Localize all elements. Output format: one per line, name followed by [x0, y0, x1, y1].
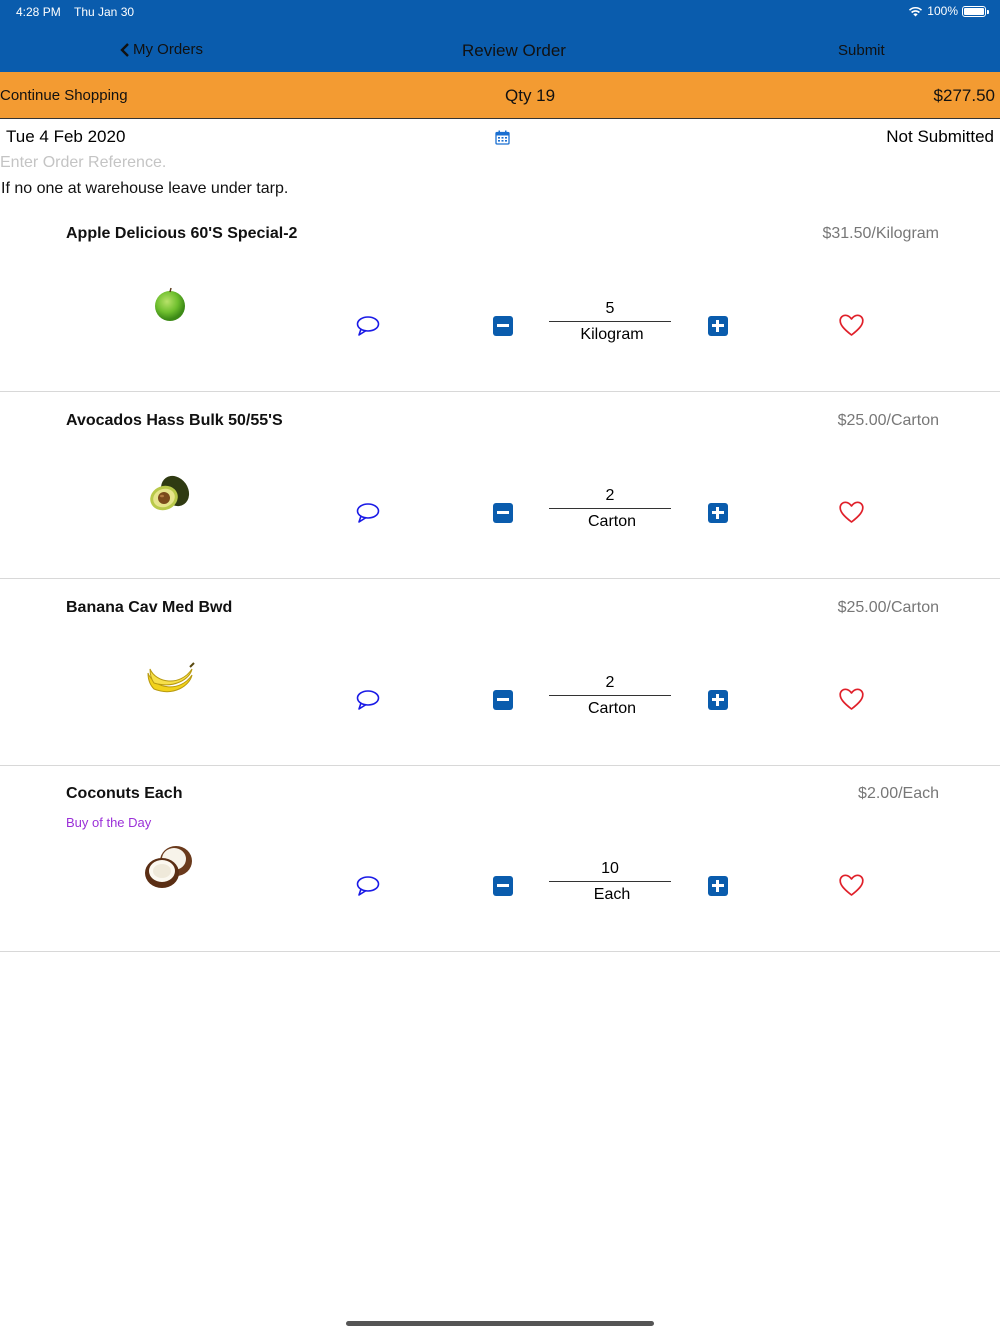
increase-qty-button[interactable] — [708, 316, 728, 336]
submit-button[interactable]: Submit — [838, 42, 885, 59]
heart-icon[interactable] — [839, 314, 864, 337]
calendar-icon[interactable] — [495, 130, 510, 145]
comment-icon[interactable] — [356, 315, 380, 337]
quantity-unit: Kilogram — [580, 326, 644, 343]
quantity-value[interactable]: 2 — [549, 674, 671, 696]
increase-qty-button[interactable] — [708, 690, 728, 710]
increase-qty-button[interactable] — [708, 503, 728, 523]
item-price: $2.00/Each — [858, 785, 939, 802]
battery-icon — [962, 6, 986, 17]
continue-shopping-button[interactable]: Continue Shopping — [0, 87, 128, 104]
green-apple-image — [140, 275, 200, 335]
delivery-note: If no one at warehouse leave under tarp. — [1, 180, 289, 197]
list-item — [0, 765, 1000, 952]
quantity-unit: Each — [593, 886, 631, 903]
item-price: $25.00/Carton — [837, 599, 939, 616]
heart-icon[interactable] — [839, 688, 864, 711]
coconut-image — [140, 835, 200, 895]
quantity-value[interactable]: 10 — [549, 860, 671, 882]
list-item — [0, 392, 1000, 579]
decrease-qty-button[interactable] — [493, 690, 513, 710]
item-name: Apple Delicious 60'S Special-2 — [66, 225, 298, 242]
delivery-date[interactable]: Tue 4 Feb 2020 — [6, 127, 126, 146]
decrease-qty-button[interactable] — [493, 316, 513, 336]
heart-icon[interactable] — [839, 874, 864, 897]
item-price: $31.50/Kilogram — [822, 225, 939, 242]
order-total: $277.50 — [933, 86, 995, 105]
comment-icon[interactable] — [356, 689, 380, 711]
order-summary-bar — [0, 72, 1000, 119]
quantity-value[interactable]: 2 — [549, 487, 671, 509]
comment-icon[interactable] — [356, 502, 380, 524]
page-title: Review Order — [462, 41, 566, 60]
battery-percent: 100% — [927, 4, 958, 18]
app-header — [0, 0, 1000, 72]
list-item — [0, 579, 1000, 766]
wifi-icon — [908, 6, 923, 17]
avocado-image — [140, 462, 200, 522]
increase-qty-button[interactable] — [708, 876, 728, 896]
quantity-value[interactable]: 5 — [549, 300, 671, 322]
banana-image — [140, 649, 200, 709]
back-label: My Orders — [133, 41, 204, 58]
status-date: Thu Jan 30 — [74, 5, 135, 19]
status-right — [908, 4, 986, 18]
heart-icon[interactable] — [839, 501, 864, 524]
list-item — [0, 205, 1000, 392]
quantity-unit: Carton — [587, 513, 637, 530]
order-status: Not Submitted — [886, 127, 994, 146]
quantity-unit: Carton — [587, 700, 637, 717]
buy-of-the-day-badge: Buy of the Day — [66, 815, 152, 830]
item-name: Banana Cav Med Bwd — [66, 599, 233, 616]
decrease-qty-button[interactable] — [493, 876, 513, 896]
item-name: Avocados Hass Bulk 50/55'S — [66, 412, 283, 429]
item-price: $25.00/Carton — [837, 412, 939, 429]
item-name: Coconuts Each — [66, 785, 183, 802]
home-indicator[interactable] — [346, 1321, 654, 1326]
decrease-qty-button[interactable] — [493, 503, 513, 523]
status-time: 4:28 PM — [16, 5, 61, 19]
comment-icon[interactable] — [356, 875, 380, 897]
order-reference-input[interactable] — [0, 154, 500, 172]
total-qty: Qty 19 — [505, 86, 556, 105]
